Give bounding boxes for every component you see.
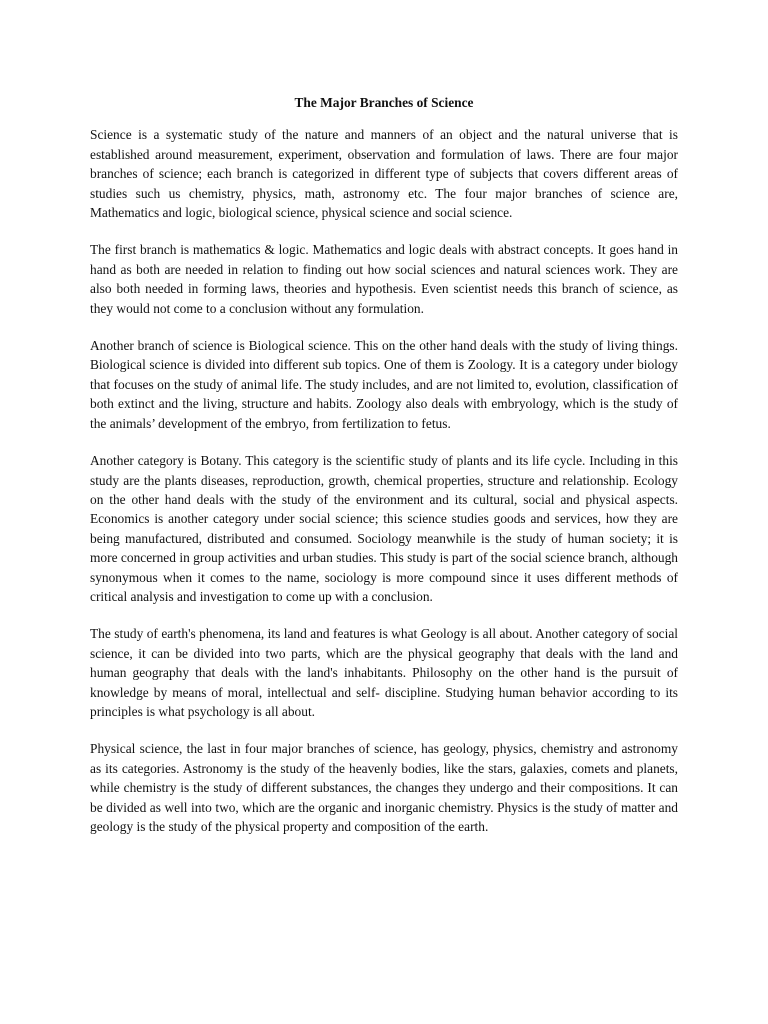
paragraph-physical-science: Physical science, the last in four major branches of science, has geology, physics, chemistry and astronomy as its categories. Astronomy is the study of the heavenly bodies, like the stars, galaxies, comets and planets, while chemistry is the study of different substances, the changes they undergo and their compositions. It can be divided as well into two, which are the organic and inorganic chemistry. Physics is the study of matter and geology is the study of the physical property and composition of the earth.	[90, 741, 678, 834]
paragraph-introduction: Science is a systematic study of the nature and manners of an object and the natural universe that is established around measurement, experiment, observation and formulation of laws. There are four major branches of science; each branch is categorized in different type of subjects that covers different areas of studies such us chemistry, physics, math, astronomy etc. The four major branches of science are, Mathematics and logic, biological science, physical science and social science.	[90, 127, 678, 221]
document-title: The Major Branches of Science	[294, 95, 474, 110]
paragraph-biological-science: Another branch of science is Biological science. This on the other hand deals with the study of living things. Biological science is divided into different sub topics. One of them is Zoology. It is a category under biology that focuses on the study of animal life. The study includes, and are not limited to, evolution, classification of both extinct and the living, structure and habits. Zoology also deals with embryology, which is the study of the animals’ development of the embryo, from fertilization to fetus.	[90, 338, 678, 431]
document-body	[90, 93, 678, 854]
paragraph-mathematics-logic: The first branch is mathematics & logic. Mathematics and logic deals with abstract concepts. It goes hand in hand as both are needed in relation to finding out how social sciences and natural sciences work. They are also both needed in forming laws, theories and hypothesis. Even scientist needs this branch of science, as they would not come to a conclusion without any formulation.	[90, 242, 678, 316]
paragraph-geology-philosophy: The study of earth's phenomena, its land and features is what Geology is all about. Another category of social science, it can be divided into two parts, which are the physical geography that deals with the land and human geography that deals with the land's inhabitants. Philosophy on the other hand is the pursuit of knowledge by means of moral, intellectual and self- discipline. Studying human behavior according to its principles is what psychology is all about.	[90, 626, 678, 719]
paragraph-botany-social-science: Another category is Botany. This category is the scientific study of plants and its life cycle. Including in this study are the plants diseases, reproduction, growth, chemical properties, structure and relationship. Ecology on the other hand deals with the study of the environment and its cultural, social and physical aspects. Economics is another category under social science; this science studies goods and services, how they are being manufactured, distributed and consumed. Sociology meanwhile is the study of human society; it is more concerned in group activities and urban studies. This study is part of the social science branch, although synonymous when it comes to the name, sociology is more compound since it uses different methods of critical analysis and investigation to come up with a conclusion.	[90, 453, 678, 604]
